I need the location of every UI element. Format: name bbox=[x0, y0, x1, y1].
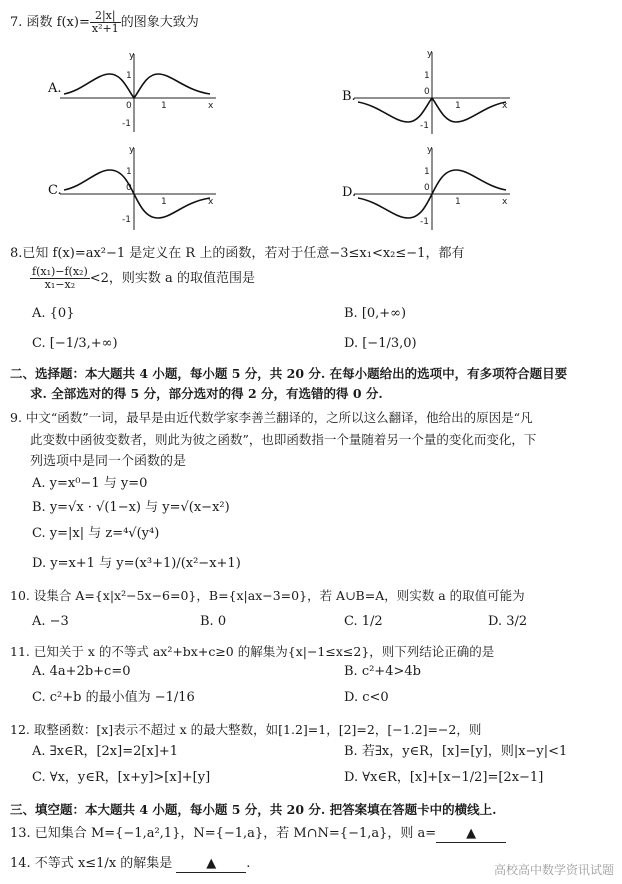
tick-1-x: 1 bbox=[161, 197, 167, 207]
q12-option-d: D. ∀x∈R，[x]+[x−1/2]=[2x−1] bbox=[344, 770, 544, 785]
tick-1-y: 1 bbox=[126, 71, 132, 81]
tick-neg1-y: -1 bbox=[122, 215, 131, 225]
q11-option-b: B. c²+4>4b bbox=[344, 664, 421, 679]
graph-b bbox=[340, 48, 520, 138]
q14-period: . bbox=[246, 856, 251, 871]
q13-blank[interactable]: ▲ bbox=[436, 826, 506, 843]
section2-line2: 求. 全部选对的得 5 分，部分选对的得 2 分，有选错的得 0 分. bbox=[30, 386, 383, 401]
q7-stem-prefix: 7. 函数 f(x)= bbox=[10, 15, 90, 30]
q11-option-c: C. c²+b 的最小值为 −1/16 bbox=[32, 690, 195, 705]
y-axis-label: y bbox=[427, 145, 433, 155]
q13-stem bbox=[10, 826, 506, 843]
q9-line1: 9. 中文“函数”一词，最早是由近代数学家李善兰翻译的，之所以这么翻译，他给出的原因是“凡 bbox=[10, 410, 533, 425]
x-axis-label: x bbox=[208, 197, 214, 207]
q11-stem: 11. 已知关于 x 的不等式 ax²+bx+c≥0 的解集为{x|−1≤x≤2}，则下列结论正确的是 bbox=[10, 644, 495, 659]
q8-frac-num: f(x₁)−f(x₂) bbox=[32, 265, 88, 278]
q10-option-b: B. 0 bbox=[200, 614, 227, 629]
q8-option-a: A. {0} bbox=[32, 306, 75, 321]
graph-c bbox=[40, 144, 220, 234]
watermark: 高校高中数学资讯试题 bbox=[493, 863, 614, 877]
q12-option-b: B. 若∃x，y∈R，[x]=[y]，则|x−y|<1 bbox=[344, 744, 568, 759]
q8-line2 bbox=[30, 266, 255, 291]
q8-option-c: C. [−1/3,+∞) bbox=[32, 336, 118, 351]
y-axis-label: y bbox=[129, 145, 135, 155]
q10-option-c: C. 1/2 bbox=[344, 614, 383, 629]
q8-fraction bbox=[30, 266, 90, 291]
q12-stem: 12. 取整函数：[x]表示不超过 x 的最大整数，如[1.2]=1，[2]=2，[−1.2]=−2，则 bbox=[10, 722, 482, 737]
tick-neg1-y: -1 bbox=[122, 119, 131, 129]
q7-frac-num: 2|x| bbox=[90, 10, 121, 23]
x-axis-label: x bbox=[208, 101, 214, 111]
q14-blank[interactable]: ▲ bbox=[176, 856, 246, 873]
q9-line2: 此变数中函彼变数者，则此为彼之函数”，也即函数指一个量随着另一个量的变化而变化，下 bbox=[30, 432, 537, 447]
q8-option-b: B. [0,+∞) bbox=[344, 306, 407, 321]
origin-label: 0 bbox=[424, 87, 430, 97]
section2-line1: 二、选择题：本大题共 4 小题，每小题 5 分，共 20 分. 在每小题给出的选项中，有多项符合题目要 bbox=[10, 366, 568, 381]
x-axis-label: x bbox=[502, 101, 508, 111]
tick-1-y: 1 bbox=[126, 167, 132, 177]
tick-1-y: 1 bbox=[424, 71, 430, 81]
q10-stem: 10. 设集合 A={x|x²−5x−6=0}，B={x|ax−3=0}，若 A∪B=A，则实数 a 的取值可能为 bbox=[10, 588, 525, 603]
tick-1-x: 1 bbox=[455, 197, 461, 207]
tick-1-x: 1 bbox=[455, 101, 461, 111]
q10-option-a: A. −3 bbox=[32, 614, 69, 629]
tick-1-y: 1 bbox=[424, 167, 430, 177]
tick-1-x: 1 bbox=[161, 101, 167, 111]
origin-label: 0 bbox=[126, 101, 132, 111]
q9-option-d: D. y=x+1 与 y=(x³+1)/(x²−x+1) bbox=[32, 556, 241, 571]
y-axis-label: y bbox=[427, 49, 433, 59]
tick-neg1-y: -1 bbox=[420, 121, 429, 131]
origin-label: 0 bbox=[424, 183, 430, 193]
q10-option-d: D. 3/2 bbox=[488, 614, 528, 629]
q11-option-d: D. c<0 bbox=[344, 690, 389, 705]
tick-neg1-y: -1 bbox=[420, 217, 429, 227]
q11-option-a: A. 4a+2b+c=0 bbox=[32, 664, 131, 679]
q14-stem bbox=[10, 856, 250, 873]
q13-text: 13. 已知集合 M={−1,a²,1}，N={−1,a}，若 M∩N={−1,a}，则 a= bbox=[10, 826, 437, 841]
q12-option-c: C. ∀x，y∈R，[x+y]>[x]+[y] bbox=[32, 770, 211, 785]
graph-d bbox=[340, 144, 520, 234]
q7-stem bbox=[10, 10, 199, 35]
y-axis-label: y bbox=[129, 51, 135, 61]
q7-frac-den: x²+1 bbox=[91, 22, 119, 35]
curve-a bbox=[64, 74, 210, 98]
section3-line1: 三、填空题：本大题共 4 小题，每小题 5 分，共 20 分. 把答案填在答题卡中的横线上. bbox=[10, 802, 497, 817]
q7-stem-suffix: 的图象大致为 bbox=[120, 15, 199, 30]
q12-option-a: A. ∃x∈R，[2x]=2[x]+1 bbox=[32, 744, 178, 759]
q8-line2-suffix: <2，则实数 a 的取值范围是 bbox=[89, 271, 255, 286]
q9-option-b: B. y=√x · √(1−x) 与 y=√(x−x²) bbox=[32, 500, 230, 515]
graph-b-label: B. bbox=[342, 89, 356, 104]
graph-a bbox=[40, 50, 220, 135]
graph-c-label: C. bbox=[48, 183, 62, 198]
graph-d-label: D. bbox=[342, 185, 357, 200]
x-axis-label: x bbox=[502, 197, 508, 207]
origin-label: 0 bbox=[126, 183, 132, 193]
q7-fraction bbox=[90, 10, 121, 35]
q9-option-a: A. y=x⁰−1 与 y=0 bbox=[32, 476, 148, 491]
q8-line1: 8.已知 f(x)=ax²−1 是定义在 R 上的函数，若对于任意−3≤x₁<x₂≤−1，都有 bbox=[10, 246, 465, 261]
q14-text: 14. 不等式 x≤1/x 的解集是 bbox=[10, 856, 173, 871]
q9-option-c: C. y=|x| 与 z=⁴√(y⁴) bbox=[32, 526, 160, 541]
q9-line3: 列选项中是同一个函数的是 bbox=[30, 454, 187, 469]
q8-option-d: D. [−1/3,0) bbox=[344, 336, 417, 351]
graph-a-label: A. bbox=[48, 81, 62, 96]
q8-frac-den: x₁−x₂ bbox=[44, 278, 76, 291]
